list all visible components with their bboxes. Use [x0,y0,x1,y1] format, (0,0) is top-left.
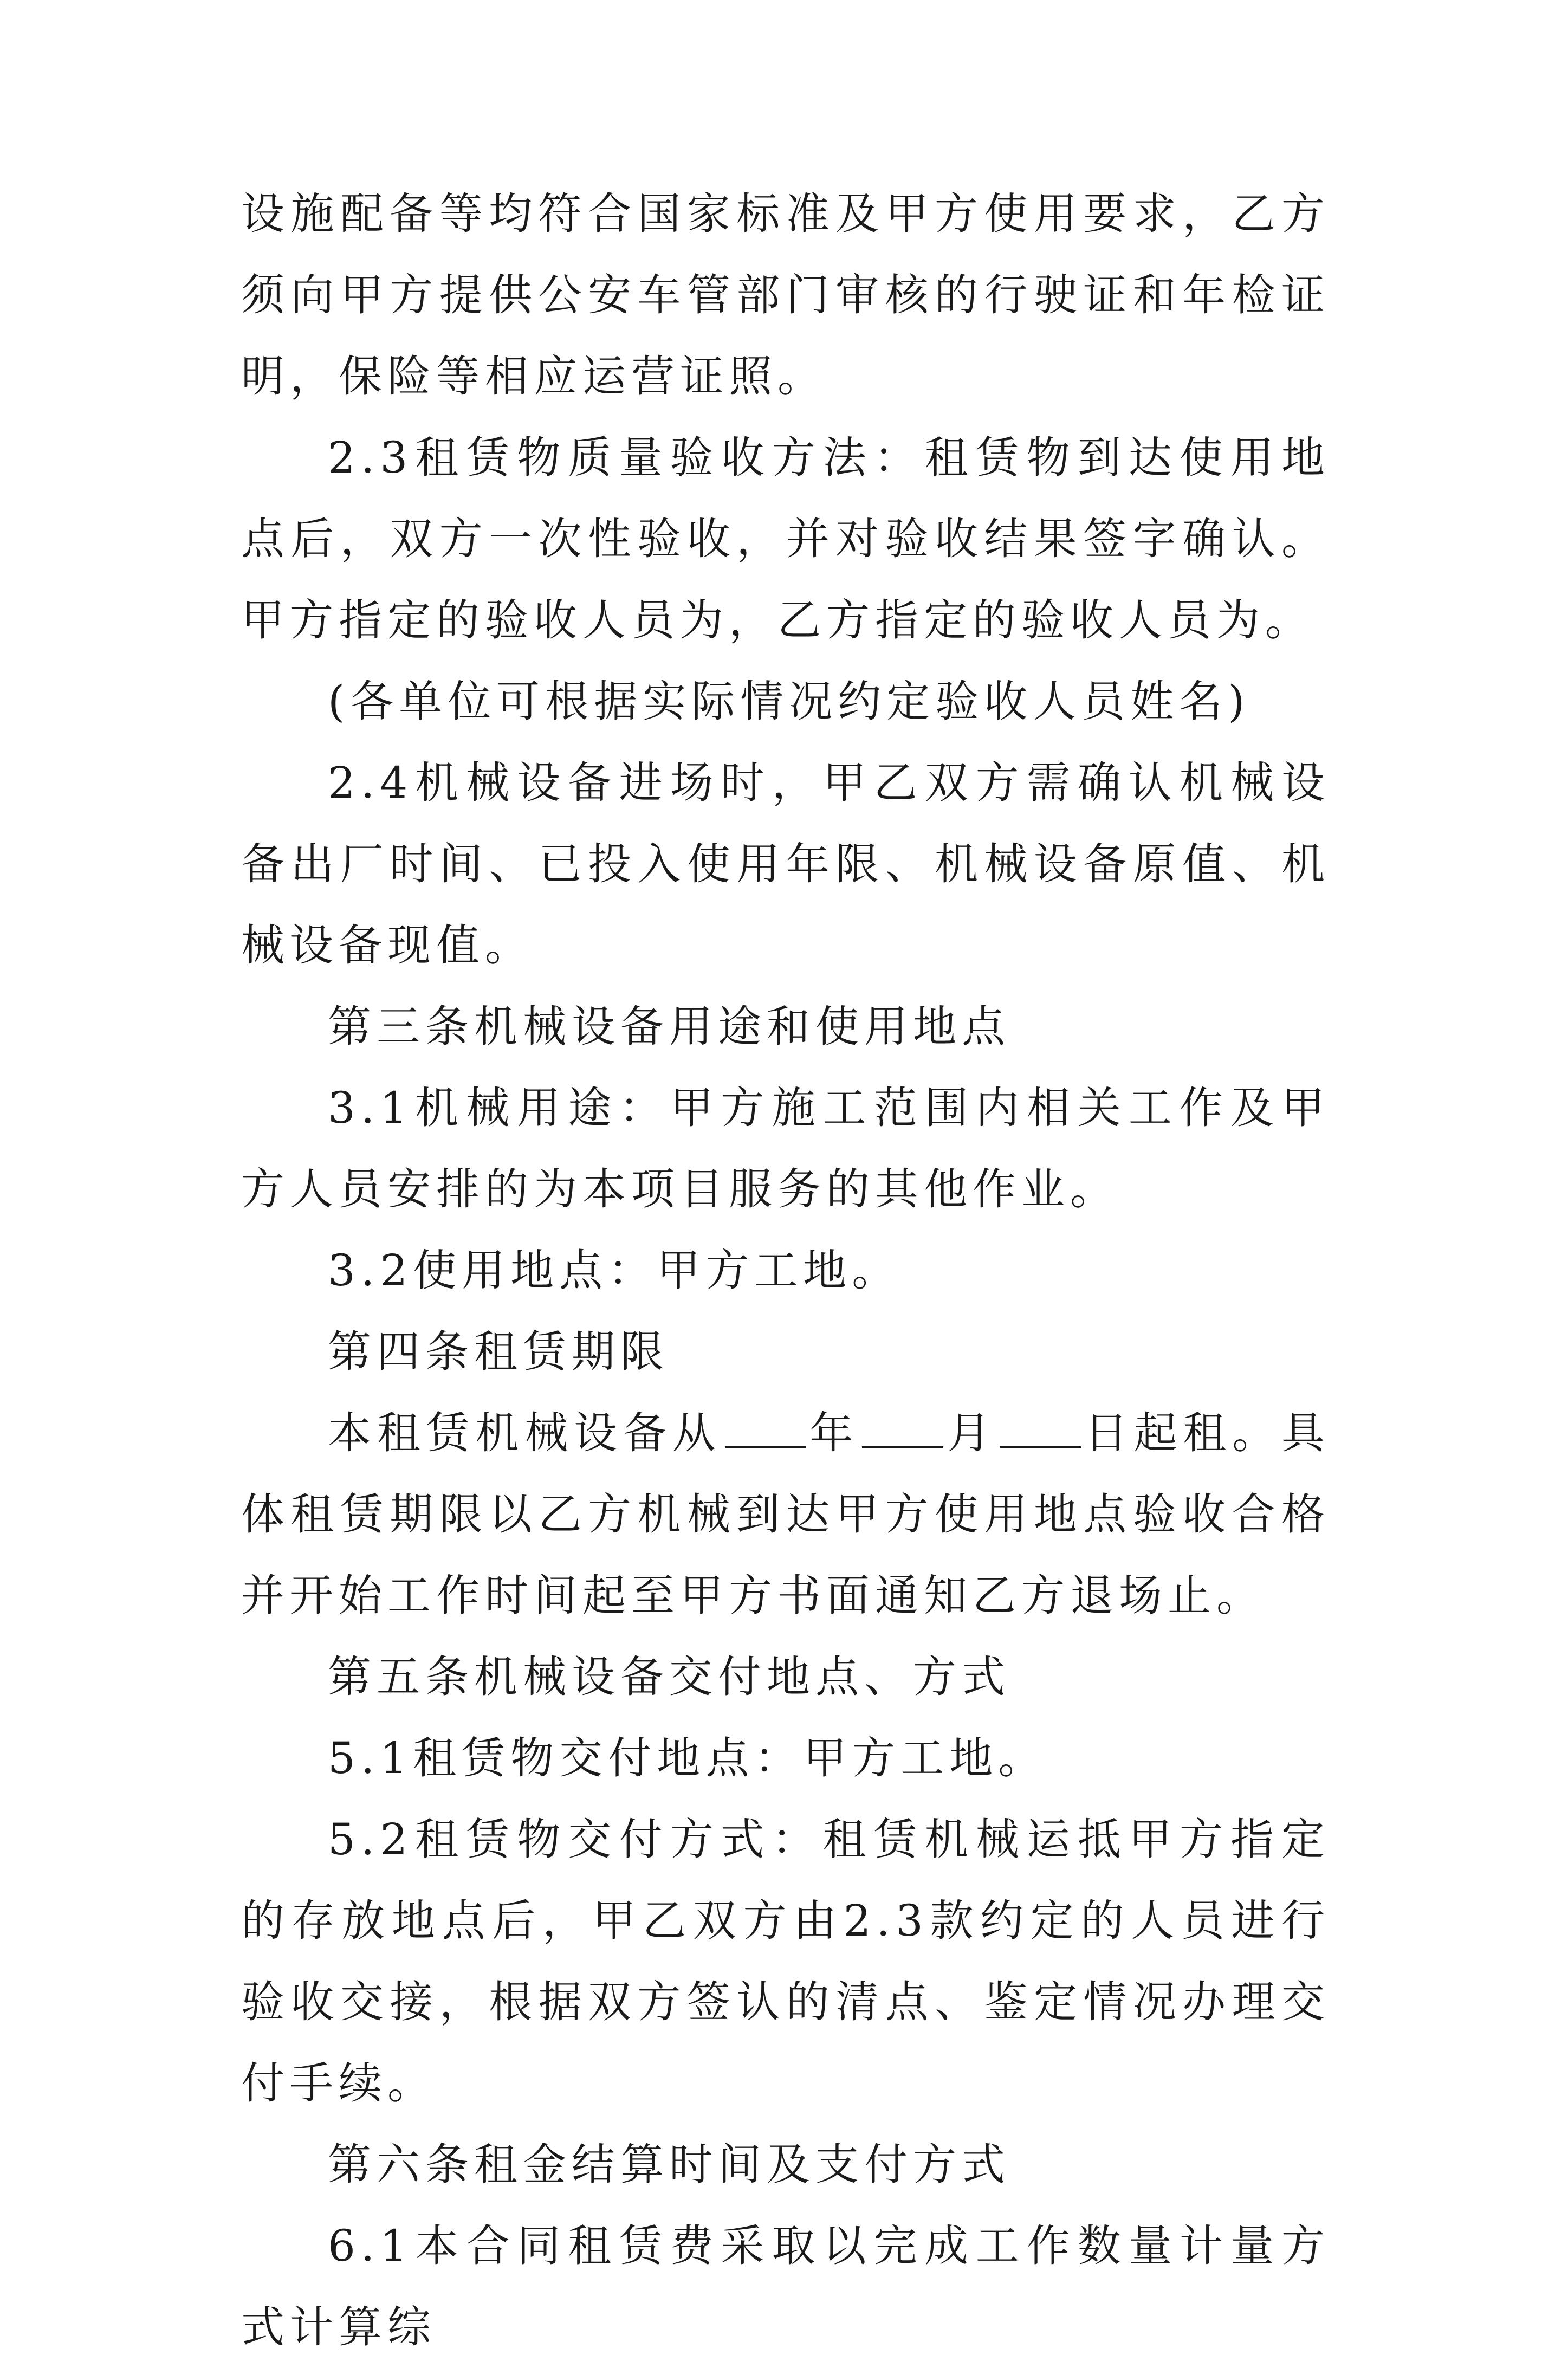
paragraph-2-4-equipment-entry: 2.4机械设备进场时，甲乙双方需确认机械设备出厂时间、已投入使用年限、机械设备原值、机械设备现值。 [241,758,1330,971]
paragraph-6-1-rent-calculation: 6.1本合同租赁费采取以完成工作数量计量方式计算综 [241,2221,1330,2352]
paragraph-5-2-delivery-method: 5.2租赁物交付方式：租赁机械运抵甲方指定的存放地点后，甲乙双方由2.3款约定的人员进行验收交接，根据双方签认的清点、鉴定情况办理交付手续。 [241,1814,1330,2108]
month-blank [862,1407,943,1448]
paragraph-lease-start [241,1393,1330,1636]
heading-article-3: 第三条机械设备用途和使用地点 [328,1001,1010,1052]
paragraph-acceptance-note: (各单位可根据实际情况约定验收人员姓名) [328,676,1250,727]
paragraph-2-3-acceptance-method: 2.3租赁物质量验收方法：租赁物到达使用地点后，双方一次性验收，并对验收结果签字确认。甲方指定的验收人员为，乙方指定的验收人员为。 [241,432,1330,645]
heading-article-6: 第六条租金结算时间及支付方式 [328,2139,1010,2190]
day-blank [1000,1407,1081,1448]
paragraph-continuation: 设施配备等均符合国家标准及甲方使用要求，乙方须向甲方提供公安车管部门审核的行驶证和年检证明，保险等相应运营证照。 [241,189,1330,402]
lease-start-rest: 日起租。具体租赁期限以乙方机械到达甲方使用地点验收合格并开始工作时间起至甲方书面通知乙方退场止。 [241,1408,1331,1621]
month-label: 月 [947,1408,996,1458]
year-label: 年 [809,1408,859,1458]
document-body [241,173,1330,2368]
year-blank [725,1407,806,1448]
paragraph-3-2-use-location: 3.2使用地点：甲方工地。 [328,1245,901,1296]
paragraph-5-1-delivery-location: 5.1租赁物交付地点：甲方工地。 [328,1733,1047,1783]
lease-start-prefix: 本租赁机械设备从 [328,1408,722,1458]
paragraph-3-1-equipment-use: 3.1机械用途：甲方施工范围内相关工作及甲方人员安排的为本项目服务的其他作业。 [241,1083,1330,1214]
heading-article-5: 第五条机械设备交付地点、方式 [328,1652,1010,1702]
heading-article-4: 第四条租赁期限 [328,1327,669,1377]
